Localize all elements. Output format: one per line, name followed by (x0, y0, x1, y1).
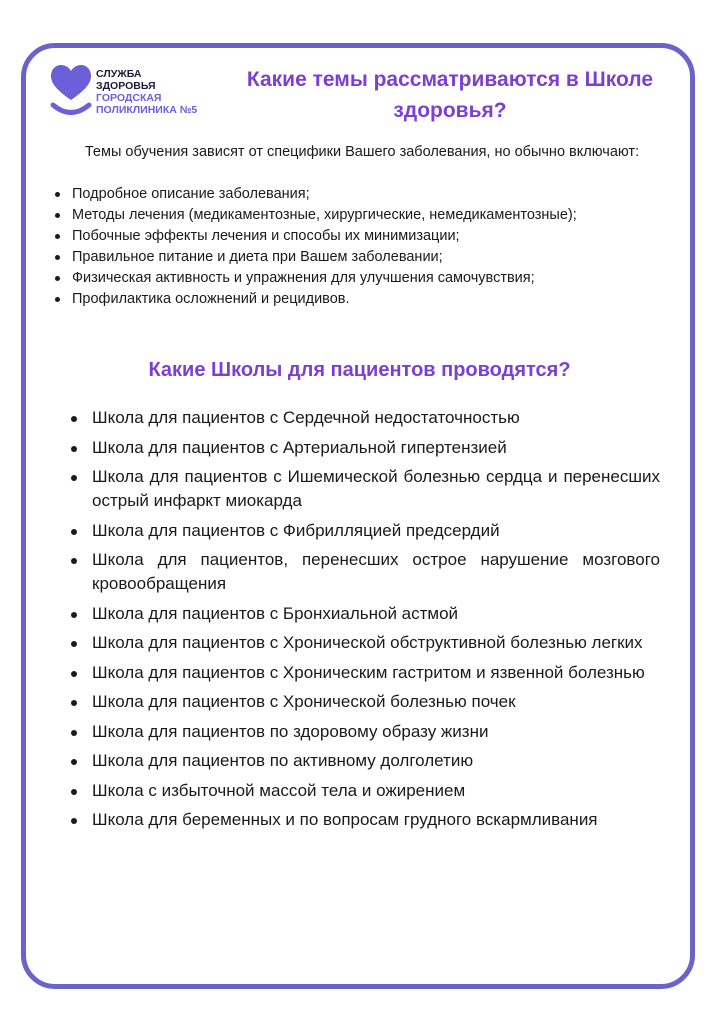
schools-heading: Какие Школы для пациентов проводятся? (148, 359, 571, 381)
logo-text (96, 68, 197, 116)
schools-list (70, 406, 660, 838)
logo-line3: ГОРОДСКАЯ (96, 92, 162, 104)
topics-heading: Какие темы рассматриваются в Школе здоровья? (246, 68, 654, 122)
school-item: Школа для пациентов с Ишемической болезнью сердца и перенесших острый инфаркт миокарда (70, 465, 660, 513)
logo-line2: ЗДОРОВЬЯ (96, 80, 156, 92)
clinic-logo (48, 64, 248, 132)
school-item: Школа для пациентов с Фибрилляцией предсердий (70, 519, 660, 543)
topic-item: Профилактика осложнений и рецидивов. (52, 289, 672, 310)
school-item: Школа для беременных и по вопросам грудного вскармливания (70, 808, 660, 832)
intro-text: Темы обучения зависят от специфики Вашего заболевания, но обычно включают: (84, 144, 640, 160)
school-item: Школа для пациентов с Сердечной недостаточностью (70, 406, 660, 430)
school-item: Школа для пациентов с Хронической обструктивной болезнью легких (70, 631, 660, 655)
school-item: Школа для пациентов с Артериальной гипертензией (70, 436, 660, 460)
school-item: Школа для пациентов с Хроническим гастритом и язвенной болезнью (70, 661, 660, 685)
heart-smile-icon (48, 64, 94, 120)
school-item: Школа для пациентов по здоровому образу жизни (70, 720, 660, 744)
school-item: Школа для пациентов по активному долголетию (70, 749, 660, 773)
logo-line4: ПОЛИКЛИНИКА №5 (96, 104, 198, 116)
topic-item: Физическая активность и упражнения для улучшения самочувствия; (52, 268, 672, 289)
topic-item: Правильное питание и диета при Вашем заболевании; (52, 247, 672, 268)
school-item: Школа с избыточной массой тела и ожирением (70, 779, 660, 803)
school-item: Школа для пациентов с Бронхиальной астмой (70, 602, 660, 626)
topics-list (52, 184, 672, 310)
school-item: Школа для пациентов с Хронической болезнью почек (70, 690, 660, 714)
topic-item: Подробное описание заболевания; (52, 184, 672, 205)
topic-item: Побочные эффекты лечения и способы их минимизации; (52, 226, 672, 247)
topic-item: Методы лечения (медикаментозные, хирургические, немедикаментозные); (52, 205, 672, 226)
school-item: Школа для пациентов, перенесших острое нарушение мозгового кровообращения (70, 548, 660, 596)
logo-line1: СЛУЖБА (96, 68, 142, 80)
